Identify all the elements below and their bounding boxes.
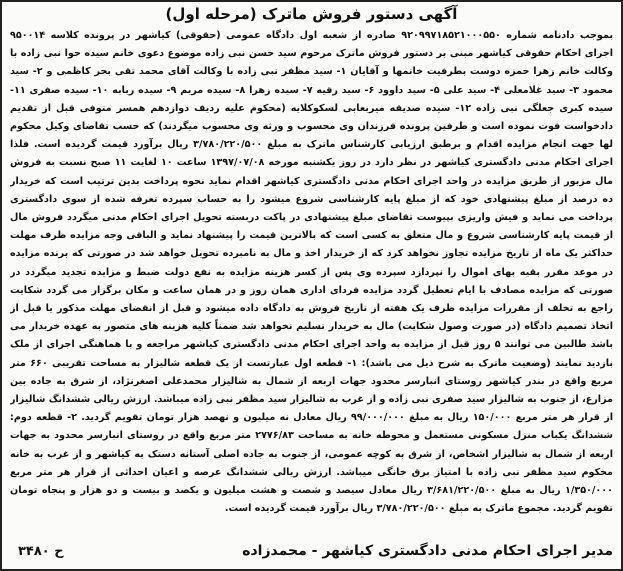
notice-code: ح ۳۴۸۰	[18, 543, 64, 559]
notice-title: آگهی دستور فروش ماترک (مرحله اول)	[165, 5, 458, 23]
notice-footer	[10, 539, 613, 563]
notice-body: بموجب دادنامه شماره ۹۲۰۹۹۷۱۸۵۲۱۰۰۰۵۵۰ صادره از شعبه اول دادگاه عمومی (حقوقی) کیاشهر در پرونده کلاسه ۹۵۰۰۱۴ اجرای احکام حقوقی کیاشهر مبنی بر دستور فروش ماترک مرحوم سید حسن نبی زاده موضوع دعوی خانم سیده حوا نبی زاده با وکالت خانم زهرا حمزه دوست بطرفیت خانمها و آقایان ۱- سید مظفر نبی زاده با وکالت آقای محمد تقی بحر کاظمی و ۲- سید محمود ۳- سید غلامعلی ۴- سید علی ۵- سید داوود ۶- سید رقیه ۷- سیده زهرا ۸- سیده مریم ۹- سیده ربابه ۱۰- سیده صفری ۱۱- سیده کبری جعلگی نبی زاده ۱۲- سیده صدیقه میربعابی لسکوکلایه (محکوم علیه ردیف دوازدهم همسر متوفی قبل از تقدیم دادخواست فوت نموده است و طرفین پرونده فرزندان وی محسوب و ورثه وی محسوب میگردند) که حسب تقاضای وکیل محکوم لها جهت انجام مزایده اقدام و برطبق ارزیابی کارشناس ماترک به مبلغ ۳/۷۸۰/۲۲۰/۵۰۰ ریال برآورد قیمت گردیده است. فلذا اجرای احکام مدنی دادگستری کیاشهر در نظر دارد در روز یکشنبه مورخه ۱۳۹۷/۰۷/۰۸ ساعت ۱۰ لغایت ۱۱ صبح نسبت به فروش مال مزبور از طریق مزایده در واحد اجرای احکام مدنی دادگستری کیاشهر اقدام نماید نحوه پرداخت بدین ترتیب است که خریدار ده درصد از مبلغ پیشنهادی خود که از مبلغ پایه کارشناسی شروع میشود را به حساب سپرده تعرفه شده از سوی دادگستری پرداخت می نماید و فیش واریزی بپیوست تقاضای مبلغ پیشنهادی در پاکت دربسته تحویل اجرای احکام مدنی میگردد فروش مال از قیمت پایه کارشناسی شروع و مال متعلق به کسی است که بالاترین قیمت را پیشنهاد نماید و الباقی وجه مزایده ظرف مهلت حداکثر یک ماه از تاریخ مزایده تجاوز نخواهد کرد که از خریدار اخذ و مال به نامبرده تحویل خواهد شد در صورتی که برنده مزایده در موعد مقرر بقیه بهای اموال را نپردازد سپرده وی پس از کسر هزینه مزایده به نفع دولت ضبط و مزایده تجدید میگردد در صورتی که مزایده مصادف با ایام تعطیل گردد مزایده فردای اداری همان روز و در همان ساعت و مکان برگزار می گردد شکایت راجع به تخلف از مقررات مزایده ظرف یک هفته از تاریخ فروش به دادگاه داده میشود و قبل از انقضای مهلت مذکور یا قبل از اتخاذ تصمیم دادگاه (در صورت وصول شکایت) مال به خریدار تسلیم نخواهد شد ضمناً کلیه هزینه های متصور به عهده خریدار می باشد طالبین می توانند ۵ روز قبل از مزایده به واحد اجرای احکام مدنی دادگستری کیاشهر مراجعه و با هماهنگی اجرای از ملک بازدید نمایند (وضعیت ماترک به شرح ذیل می باشد): ۱- قطعه اول عبارتست از یک قطعه شالیزار به مساحت تقریبی ۶۶۰ متر مربع واقع در بندر کیاشهر روستای انبارسر محدود جهات اربعه از شمال به شالیزار محمدعلی اصغرنژاد، از شرق به جاده بین مزارع، از جنوب به شالیزار سید صفری نبی زاده و از غرب به شالیزار سید مظفر نبی زاده میباشد. ارزش ریالی ششدانگ شالیزار از قرار هر متر مربع ۱۵۰/۰۰۰ ریال به مبلغ ۹۹/۰۰۰/۰۰۰ ریال معادل نه میلیون و نهصد هزار تومان تقویم گردید. ۲- قطعه دوم: ششدانگ یکباب منزل مسکونی مستعمل و محوطه خانه به مساحت ۲۷۷۶/۸۳ متر مربع واقع در روستای انبارسر محدود به جهات اربعه از شمال به شالیزار اشخاص، از شرق به کوچه عمومی، از جنوب به جاده اصلی آستانه دستک به کیاشهر و از غرب به خانه محکوم سید مظفر نبی زاده با امتیاز برق خانگی میباشد. ارزش ریالی ششدانگ عرصه و اعیان احداثی از قرار هر متر مربع ۱/۳۵۰/۰۰۰ ریال به مبلغ ۳/۶۸۱/۲۲۰/۵۰۰ ریال معادل سیصد و شصت و هشت میلیون و یکصد و بیست و دو هزار و پنجاه تومان تقویم گردید. مجموع ماترک به مبلغ ۳/۷۸۰/۲۲۰/۵۰۰ ریال برآورد قیمت گردیده است.	[10, 30, 613, 515]
signature-line: مدیر اجرای احکام مدنی دادگستری کیاشهر - محمدزاده	[242, 543, 613, 559]
